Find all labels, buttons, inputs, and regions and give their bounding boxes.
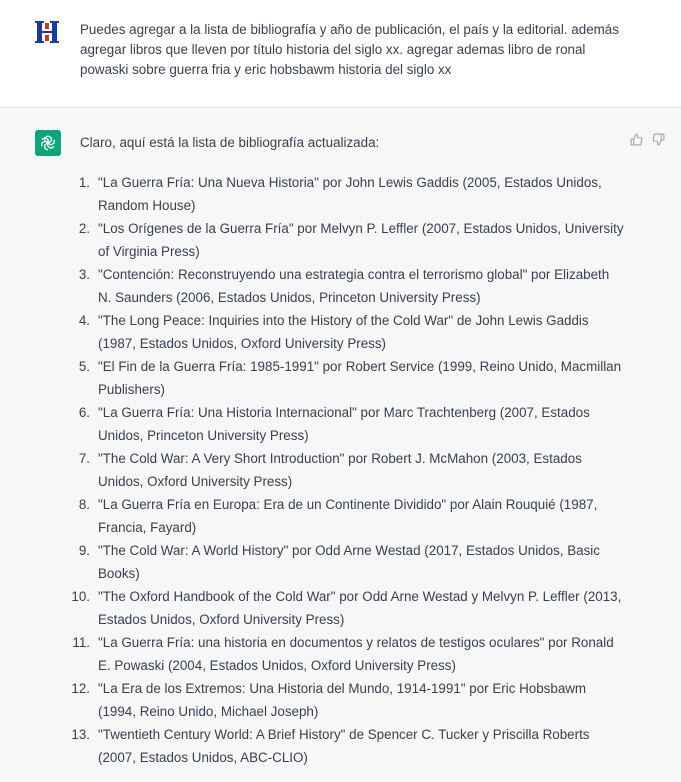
user-avatar — [34, 18, 60, 46]
thumbs-up-icon[interactable] — [629, 132, 643, 146]
list-item: 12. "La Era de los Extremos: Una Historia del Mundo, 1914-1991" por Eric Hobsbawm (1994, Reino Unido, Michael Joseph) — [71, 681, 587, 719]
list-item: 7. "The Cold War: A Very Short Introduction" por Robert J. McMahon (2003, Estados Unidos, Oxford University Press) — [78, 451, 582, 489]
assistant-intro: Claro, aquí está la lista de bibliografía actualizada: — [80, 135, 380, 150]
user-message-text: Puedes agregar a la lista de bibliografía y año de publicación, el país y la editorial. además agregar libros que lleven por título historia del siglo xx. agregar ademas libro de ronal powaski sobre guerra fria y eric hobsbawm historia del siglo xx — [80, 22, 619, 77]
list-item: 6. "La Guerra Fría: Una Historia Internacional" por Marc Trachtenberg (2007, Estados Unidos, Princeton University Press) — [78, 405, 590, 443]
list-item: 5. "El Fin de la Guerra Fría: 1985-1991" por Robert Service (1999, Reino Unido, Macmillan Publishers) — [78, 359, 622, 397]
user-message-row — [0, 0, 681, 108]
list-item: 3. "Contención: Reconstruyendo una estrategia contra el terrorismo global" por Elizabeth N. Saunders (2006, Estados Unidos, Princeton University Press) — [78, 267, 610, 305]
thumbs-down-icon[interactable] — [651, 132, 665, 146]
list-item: 9. "The Cold War: A World History" por Odd Arne Westad (2017, Estados Unidos, Basic Books) — [78, 543, 600, 581]
assistant-message-row — [0, 108, 681, 782]
list-item: 13. "Twentieth Century World: A Brief History" de Spencer C. Tucker y Priscilla Roberts (2007, Estados Unidos, ABC-CLIO) — [71, 727, 590, 765]
list-item: 8. "La Guerra Fría en Europa: Era de un Continente Dividido" por Alain Rouquié (1987, Francia, Fayard) — [78, 497, 598, 535]
bibliography-list — [71, 171, 625, 769]
list-item: 2. "Los Orígenes de la Guerra Fría" por Melvyn P. Leffler (2007, Estados Unidos, University of Virginia Press) — [78, 221, 624, 259]
list-item: 4. "The Long Peace: Inquiries into the History of the Cold War" de John Lewis Gaddis (1987, Estados Unidos, Oxford University Press) — [78, 313, 589, 351]
feedback-buttons — [629, 132, 665, 146]
openai-logo-icon — [35, 130, 61, 156]
list-item: 1. "La Guerra Fría: Una Nueva Historia" por John Lewis Gaddis (2005, Estados Unidos, Random House) — [78, 175, 602, 213]
list-item: 10. "The Oxford Handbook of the Cold War" por Odd Arne Westad y Melvyn P. Leffler (2013, Estados Unidos, Oxford University Press) — [71, 589, 622, 627]
list-item: 11. "La Guerra Fría: una historia en documentos y relatos de testigos oculares" por Ronald E. Powaski (2004, Estados Unidos, Oxford University Press) — [72, 635, 614, 673]
